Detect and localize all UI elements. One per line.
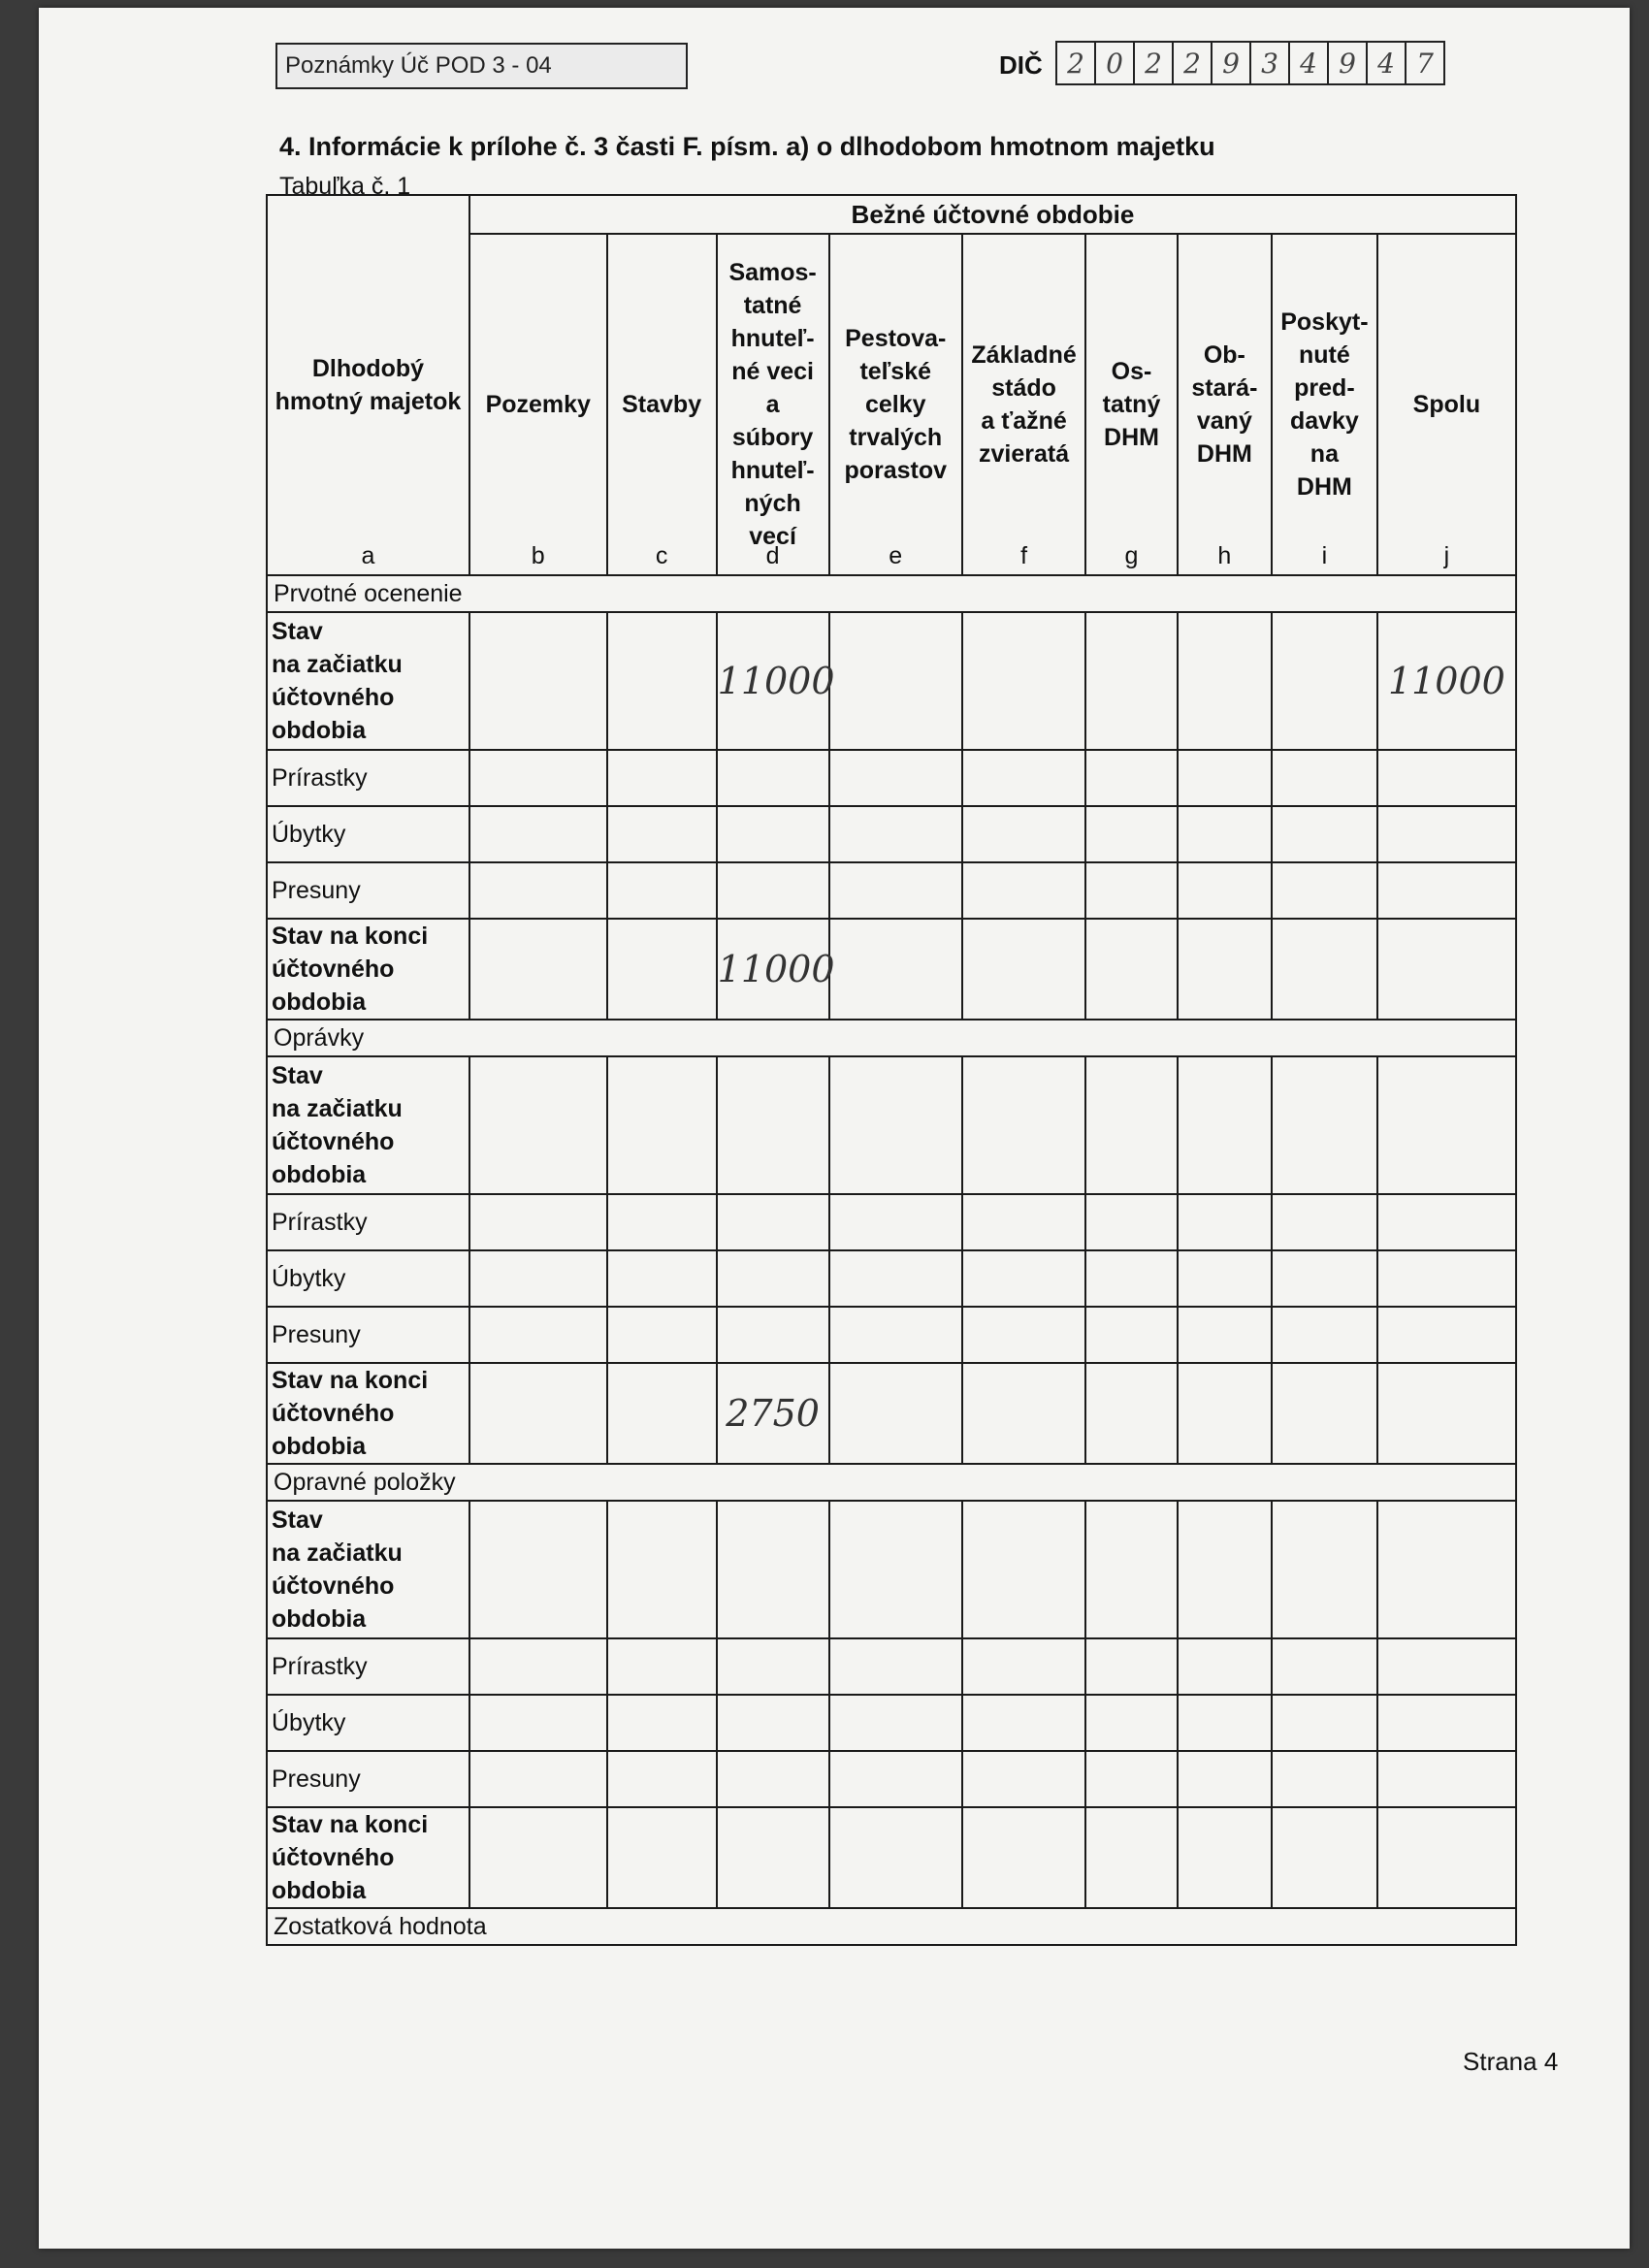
value-cell-d xyxy=(717,806,829,862)
value-cell-i xyxy=(1272,1056,1377,1194)
value-cell-i xyxy=(1272,1807,1377,1908)
value-cell-i xyxy=(1272,1307,1377,1363)
dic-boxes xyxy=(1055,41,1445,85)
table-row xyxy=(267,806,1516,862)
row-label: Stav na konci účtovného obdobia xyxy=(267,1363,469,1464)
value-cell-e xyxy=(829,806,962,862)
value-cell-d xyxy=(717,1638,829,1695)
value-cell-e xyxy=(829,919,962,1020)
value-cell-h xyxy=(1178,1807,1272,1908)
value-cell-h xyxy=(1178,1056,1272,1194)
value-cell-e xyxy=(829,1363,962,1464)
value-cell-d xyxy=(717,1250,829,1307)
value-cell-d xyxy=(717,750,829,806)
row-label: Stav na začiatku účtovného obdobia xyxy=(267,1056,469,1194)
value-cell-b xyxy=(469,806,607,862)
value-cell-h xyxy=(1178,1695,1272,1751)
dic-digit: 7 xyxy=(1416,47,1434,80)
table-row xyxy=(267,862,1516,919)
value-cell-b xyxy=(469,1638,607,1695)
row-label: Presuny xyxy=(267,862,469,919)
value-cell-c xyxy=(607,1638,717,1695)
value-cell-j xyxy=(1377,1695,1516,1751)
row-label: Úbytky xyxy=(267,1695,469,1751)
column-header-c: Stavby c xyxy=(607,234,717,575)
value-cell-b xyxy=(469,919,607,1020)
value-cell-i xyxy=(1272,750,1377,806)
value-cell-j xyxy=(1377,1807,1516,1908)
value-cell-g xyxy=(1085,750,1177,806)
value-cell-i xyxy=(1272,1250,1377,1307)
value-cell-f xyxy=(962,806,1085,862)
value-cell-j xyxy=(1377,862,1516,919)
value-cell-f xyxy=(962,750,1085,806)
value-cell-g xyxy=(1085,862,1177,919)
dic-digit: 4 xyxy=(1290,43,1329,83)
value-cell-d: 2750 xyxy=(717,1363,829,1464)
value-cell-b xyxy=(469,1363,607,1464)
row-label: Úbytky xyxy=(267,1250,469,1307)
value-cell-h xyxy=(1178,919,1272,1020)
value-cell-j xyxy=(1377,1751,1516,1807)
value-cell-i xyxy=(1272,612,1377,750)
value-cell-c xyxy=(607,1363,717,1464)
value-cell-j xyxy=(1377,1250,1516,1307)
row-label: Prírastky xyxy=(267,1194,469,1250)
value-cell-j xyxy=(1377,750,1516,806)
value-cell-e xyxy=(829,1194,962,1250)
dic-digit: 4 xyxy=(1368,43,1406,83)
value-cell-b xyxy=(469,862,607,919)
value-cell-d xyxy=(717,1307,829,1363)
value-cell-c xyxy=(607,1807,717,1908)
dic-digit: 2 xyxy=(1174,43,1212,83)
value-cell-f xyxy=(962,1695,1085,1751)
value-cell-h xyxy=(1178,1638,1272,1695)
value-cell-j xyxy=(1377,919,1516,1020)
value-cell-d xyxy=(717,1695,829,1751)
value-cell-i xyxy=(1272,806,1377,862)
dic-digit: 2 xyxy=(1057,43,1096,83)
value-cell-g xyxy=(1085,1056,1177,1194)
value-cell-j xyxy=(1377,1056,1516,1194)
value-cell-f xyxy=(962,1250,1085,1307)
row-label: Stav na konci účtovného obdobia xyxy=(267,919,469,1020)
table-row xyxy=(267,1751,1516,1807)
table-row xyxy=(267,1250,1516,1307)
dhm-table xyxy=(266,194,1517,1946)
value-cell-f xyxy=(962,1638,1085,1695)
value-cell-b xyxy=(469,1194,607,1250)
dic-digit: 9 xyxy=(1329,43,1368,83)
value-cell-f xyxy=(962,1194,1085,1250)
value-cell-e xyxy=(829,862,962,919)
value-cell-g xyxy=(1085,806,1177,862)
column-header-b: Pozemky b xyxy=(469,234,607,575)
value-cell-h xyxy=(1178,806,1272,862)
table-row xyxy=(267,1695,1516,1751)
value-cell-g xyxy=(1085,1807,1177,1908)
value-cell-e xyxy=(829,612,962,750)
value-cell-i xyxy=(1272,1638,1377,1695)
dic-digit: 9 xyxy=(1212,43,1251,83)
table-row xyxy=(267,1807,1516,1908)
value-cell-g xyxy=(1085,1307,1177,1363)
value-cell-d xyxy=(717,1807,829,1908)
value-cell-g xyxy=(1085,1194,1177,1250)
table-row xyxy=(267,750,1516,806)
value-cell-g xyxy=(1085,1695,1177,1751)
value-cell-c xyxy=(607,1695,717,1751)
table-row xyxy=(267,1056,1516,1194)
value-cell-b xyxy=(469,750,607,806)
value-cell-c xyxy=(607,1751,717,1807)
value-cell-f xyxy=(962,919,1085,1020)
value-cell-d xyxy=(717,1194,829,1250)
value-cell-b xyxy=(469,1056,607,1194)
value-cell-f xyxy=(962,862,1085,919)
column-header-e: Pestova- teľské celky trvalých porastov e xyxy=(829,234,962,575)
value-cell-c xyxy=(607,1307,717,1363)
section-header: Prvotné ocenenie xyxy=(267,575,1516,612)
value-cell-b xyxy=(469,1250,607,1307)
value-cell-c xyxy=(607,806,717,862)
value-cell-e xyxy=(829,750,962,806)
value-cell-f xyxy=(962,1501,1085,1638)
value-cell-c xyxy=(607,1250,717,1307)
value-cell-b xyxy=(469,1307,607,1363)
value-cell-g xyxy=(1085,1638,1177,1695)
value-cell-h xyxy=(1178,750,1272,806)
footer-row: Zostatková hodnota xyxy=(267,1908,1516,1945)
column-header-i: Poskyt- nuté pred- davky na DHM i xyxy=(1272,234,1377,575)
row-label: Stav na začiatku účtovného obdobia xyxy=(267,1501,469,1638)
row-label: Stav na začiatku účtovného obdobia xyxy=(267,612,469,750)
value-cell-d xyxy=(717,862,829,919)
value-cell-h xyxy=(1178,1194,1272,1250)
value-cell-e xyxy=(829,1751,962,1807)
value-cell-h xyxy=(1178,1751,1272,1807)
value-cell-d xyxy=(717,1056,829,1194)
value-cell-d xyxy=(717,1501,829,1638)
value-cell-i xyxy=(1272,1194,1377,1250)
value-cell-h xyxy=(1178,1307,1272,1363)
value-cell-d xyxy=(717,1751,829,1807)
value-cell-j xyxy=(1377,1501,1516,1638)
value-cell-j xyxy=(1377,806,1516,862)
value-cell-b xyxy=(469,1751,607,1807)
value-cell-i xyxy=(1272,1695,1377,1751)
table-label: Tabuľka č. 1 xyxy=(279,173,411,200)
value-cell-c xyxy=(607,862,717,919)
value-cell-c xyxy=(607,1056,717,1194)
column-header: Dlhodobý hmotný majetok a xyxy=(267,195,469,575)
value-cell-i xyxy=(1272,919,1377,1020)
value-cell-f xyxy=(962,1807,1085,1908)
value-cell-i xyxy=(1272,1751,1377,1807)
value-cell-f xyxy=(962,1363,1085,1464)
value-cell-h xyxy=(1178,862,1272,919)
table-row xyxy=(267,919,1516,1020)
value-cell-j xyxy=(1377,1307,1516,1363)
table-row xyxy=(267,1307,1516,1363)
column-header-d: Samos- tatné hnuteľ- né veci a súbory hnuteľ- ných vecí d xyxy=(717,234,829,575)
value-cell-j xyxy=(1377,1363,1516,1464)
dic-digit: 3 xyxy=(1251,43,1290,83)
row-label: Prírastky xyxy=(267,750,469,806)
value-cell-b xyxy=(469,612,607,750)
value-cell-c xyxy=(607,612,717,750)
value-cell-b xyxy=(469,1501,607,1638)
dic-label: DIČ xyxy=(999,50,1043,80)
value-cell-j: 11000 xyxy=(1377,612,1516,750)
table-row xyxy=(267,612,1516,750)
value-cell-e xyxy=(829,1250,962,1307)
column-header-j: Spolu j xyxy=(1377,234,1516,575)
value-cell-h xyxy=(1178,612,1272,750)
value-cell-j xyxy=(1377,1194,1516,1250)
section-header: Opravné položky xyxy=(267,1464,1516,1501)
value-cell-g xyxy=(1085,1250,1177,1307)
value-cell-e xyxy=(829,1638,962,1695)
table-row xyxy=(267,1194,1516,1250)
value-cell-f xyxy=(962,1056,1085,1194)
value-cell-h xyxy=(1178,1363,1272,1464)
value-cell-i xyxy=(1272,1501,1377,1638)
value-cell-c xyxy=(607,1194,717,1250)
value-cell-c xyxy=(607,1501,717,1638)
value-cell-g xyxy=(1085,612,1177,750)
value-cell-d: 11000 xyxy=(717,919,829,1020)
value-cell-g xyxy=(1085,1363,1177,1464)
value-cell-e xyxy=(829,1807,962,1908)
value-cell-c xyxy=(607,919,717,1020)
value-cell-i xyxy=(1272,1363,1377,1464)
value-cell-g xyxy=(1085,1501,1177,1638)
value-cell-f xyxy=(962,1751,1085,1807)
row-label: Presuny xyxy=(267,1307,469,1363)
table-row xyxy=(267,1638,1516,1695)
section-header: Oprávky xyxy=(267,1020,1516,1056)
dic-digit: 2 xyxy=(1135,43,1174,83)
column-header-h: Ob- stará- vaný DHM h xyxy=(1178,234,1272,575)
value-cell-e xyxy=(829,1501,962,1638)
value-cell-f xyxy=(962,1307,1085,1363)
page-number: Strana 4 xyxy=(1463,2047,1559,2076)
value-cell-b xyxy=(469,1695,607,1751)
value-cell-f xyxy=(962,612,1085,750)
value-cell-j xyxy=(1377,1638,1516,1695)
table-row xyxy=(267,1501,1516,1638)
section-title: 4. Informácie k prílohe č. 3 časti F. písm. a) o dlhodobom hmotnom majetku xyxy=(279,132,1215,161)
value-cell-c xyxy=(607,750,717,806)
value-cell-e xyxy=(829,1695,962,1751)
value-cell-h xyxy=(1178,1501,1272,1638)
table-row xyxy=(267,1363,1516,1464)
row-label: Prírastky xyxy=(267,1638,469,1695)
dic-digit: 0 xyxy=(1096,43,1135,83)
value-cell-e xyxy=(829,1307,962,1363)
value-cell-i xyxy=(1272,862,1377,919)
period-header: Bežné účtovné obdobie xyxy=(469,195,1516,234)
row-label: Presuny xyxy=(267,1751,469,1807)
value-cell-d: 11000 xyxy=(717,612,829,750)
row-label: Úbytky xyxy=(267,806,469,862)
row-label: Stav na konci účtovného obdobia xyxy=(267,1807,469,1908)
value-cell-e xyxy=(829,1056,962,1194)
column-header-g: Os- tatný DHM g xyxy=(1085,234,1177,575)
form-tag: Poznámky Úč POD 3 - 04 xyxy=(275,43,688,89)
value-cell-g xyxy=(1085,919,1177,1020)
value-cell-g xyxy=(1085,1751,1177,1807)
value-cell-b xyxy=(469,1807,607,1908)
value-cell-h xyxy=(1178,1250,1272,1307)
column-header-f: Základné stádo a ťažné zvieratá f xyxy=(962,234,1085,575)
